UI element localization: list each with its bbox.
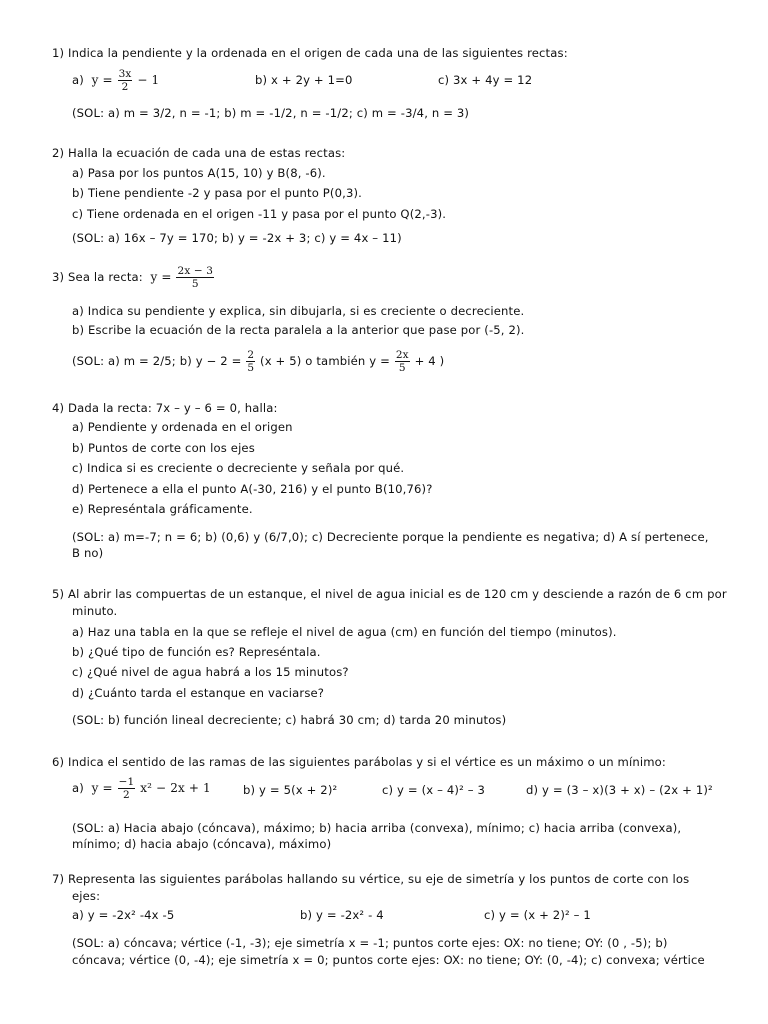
exercise-1-item-a	[72, 68, 159, 93]
exercise-7-title-line-1: 7) Representa las siguientes parábolas hallando su vértice, su eje de simetría y los puntos de corte con los	[52, 872, 690, 886]
fraction-denominator: 5	[191, 278, 199, 290]
exercise-7-item-c: c) y = (x + 2)² – 1	[484, 908, 591, 922]
exercise-3-label: 3) Sea la recta:	[52, 270, 143, 284]
exercise-5-item-d: d) ¿Cuánto tarda el estanque en vaciarse?	[72, 686, 325, 700]
item-a-label: a)	[72, 781, 84, 795]
exercise-5-solution: (SOL: b) función lineal decreciente; c) habrá 30 cm; d) tarda 20 minutos)	[72, 713, 507, 727]
equation-tail: x² − 2x + 1	[140, 781, 211, 795]
exercise-4-item-e: e) Represéntala gráficamente.	[72, 502, 253, 516]
equation-tail: − 1	[137, 73, 160, 87]
fraction	[246, 349, 255, 374]
solution-middle: (x + 5) o también y =	[260, 354, 390, 368]
exercise-6-title: 6) Indica el sentido de las ramas de las siguientes parábolas y si el vértice es un máximo o un mínimo:	[52, 755, 666, 769]
exercise-7-item-a: a) y = -2x² -4x -5	[72, 908, 175, 922]
exercise-7-solution-line-1: (SOL: a) cóncava; vértice (-1, -3); eje simetría x = -1; puntos corte ejes: OX: no tiene; OY: (0 , -5); b)	[72, 936, 668, 950]
equation-lhs: y =	[150, 270, 172, 284]
exercise-7-title-line-2: ejes:	[72, 889, 101, 903]
fraction-numerator: 2	[247, 349, 255, 361]
fraction	[176, 265, 214, 290]
solution-end: + 4 )	[414, 354, 445, 368]
exercise-5-item-a: a) Haz una tabla en la que se refleje el nivel de agua (cm) en función del tiempo (minutos).	[72, 625, 617, 639]
fraction-numerator: 3x	[118, 68, 132, 80]
exercise-4-title: 4) Dada la recta: 7x – y – 6 = 0, halla:	[52, 401, 278, 415]
exercise-7-solution-line-2: cóncava; vértice (0, -4); eje simetría x = 0; puntos corte ejes: OX: no tiene; OY: (0, -4); c) convexa; vértice	[72, 953, 705, 967]
fraction-denominator: 5	[247, 362, 255, 374]
fraction	[395, 349, 410, 374]
exercise-1-solution: (SOL: a) m = 3/2, n = -1; b) m = -1/2, n = -1/2; c) m = -3/4, n = 3)	[72, 106, 470, 120]
exercise-4-solution-line-2: B no)	[72, 546, 104, 560]
fraction-numerator: 2x − 3	[177, 265, 214, 277]
exercise-2-item-c: c) Tiene ordenada en el origen -11 y pasa por el punto Q(2,-3).	[72, 207, 447, 221]
exercise-1-title: 1) Indica la pendiente y la ordenada en el origen de cada una de las siguientes rectas:	[52, 46, 568, 60]
exercise-6-solution-line-2: mínimo; d) hacia abajo (cóncava), máximo)	[72, 837, 332, 851]
equation-lhs: y =	[91, 781, 113, 795]
fraction-denominator: 2	[123, 789, 130, 801]
exercise-7-item-b: b) y = -2x² - 4	[300, 908, 384, 922]
exercise-4-item-d: d) Pertenece a ella el punto A(-30, 216) y el punto B(10,76)?	[72, 482, 433, 496]
exercise-2-title: 2) Halla la ecuación de cada una de estas rectas:	[52, 146, 346, 160]
exercise-1-item-c: c) 3x + 4y = 12	[438, 73, 533, 87]
item-a-label: a)	[72, 73, 84, 87]
exercise-3-title	[52, 262, 215, 292]
exercise-6-item-a	[72, 775, 211, 801]
equation-lhs: y =	[91, 73, 113, 87]
fraction-denominator: 5	[398, 362, 406, 374]
exercise-6-item-b: b) y = 5(x + 2)²	[243, 783, 338, 797]
fraction-numerator: 2x	[395, 349, 409, 361]
exercise-5-title-line-2: minuto.	[72, 604, 118, 618]
fraction	[118, 68, 133, 93]
fraction	[118, 776, 136, 801]
exercise-1-item-b: b) x + 2y + 1=0	[255, 73, 353, 87]
exercise-4-item-a: a) Pendiente y ordenada en el origen	[72, 420, 293, 434]
exercise-2-item-b: b) Tiene pendiente -2 y pasa por el punto P(0,3).	[72, 186, 362, 200]
exercise-3-item-a: a) Indica su pendiente y explica, sin dibujarla, si es creciente o decreciente.	[72, 304, 525, 318]
exercise-5-item-b: b) ¿Qué tipo de función es? Represéntala.	[72, 645, 321, 659]
exercise-2-item-a: a) Pasa por los puntos A(15, 10) y B(8, -6).	[72, 166, 326, 180]
exercise-3-solution	[72, 346, 444, 376]
exercise-5-item-c: c) ¿Qué nivel de agua habrá a los 15 minutos?	[72, 665, 349, 679]
exercise-6-item-d: d) y = (3 – x)(3 + x) – (2x + 1)²	[526, 783, 713, 797]
exercise-3-item-b: b) Escribe la ecuación de la recta paralela a la anterior que pase por (-5, 2).	[72, 323, 525, 337]
exercise-4-item-b: b) Puntos de corte con los ejes	[72, 441, 255, 455]
exercise-6-item-c: c) y = (x – 4)² – 3	[382, 783, 486, 797]
exercise-2-solution: (SOL: a) 16x – 7y = 170; b) y = -2x + 3; c) y = 4x – 11)	[72, 231, 402, 245]
fraction-numerator: −1	[118, 776, 135, 788]
fraction-denominator: 2	[121, 81, 129, 93]
exercise-4-item-c: c) Indica si es creciente o decreciente y señala por qué.	[72, 461, 405, 475]
exercise-4-solution-line-1: (SOL: a) m=-7; n = 6; b) (0,6) y (6/7,0); c) Decreciente porque la pendiente es negativa; d) A sí pertenece,	[72, 530, 709, 544]
exercise-5-title-line-1: 5) Al abrir las compuertas de un estanque, el nivel de agua inicial es de 120 cm y desciende a razón de 6 cm por	[52, 587, 727, 601]
exercise-6-solution-line-1: (SOL: a) Hacia abajo (cóncava), máximo; b) hacia arriba (convexa), mínimo; c) hacia arriba (convexa),	[72, 821, 682, 835]
solution-start: (SOL: a) m = 2/5; b) y − 2 =	[72, 354, 242, 368]
